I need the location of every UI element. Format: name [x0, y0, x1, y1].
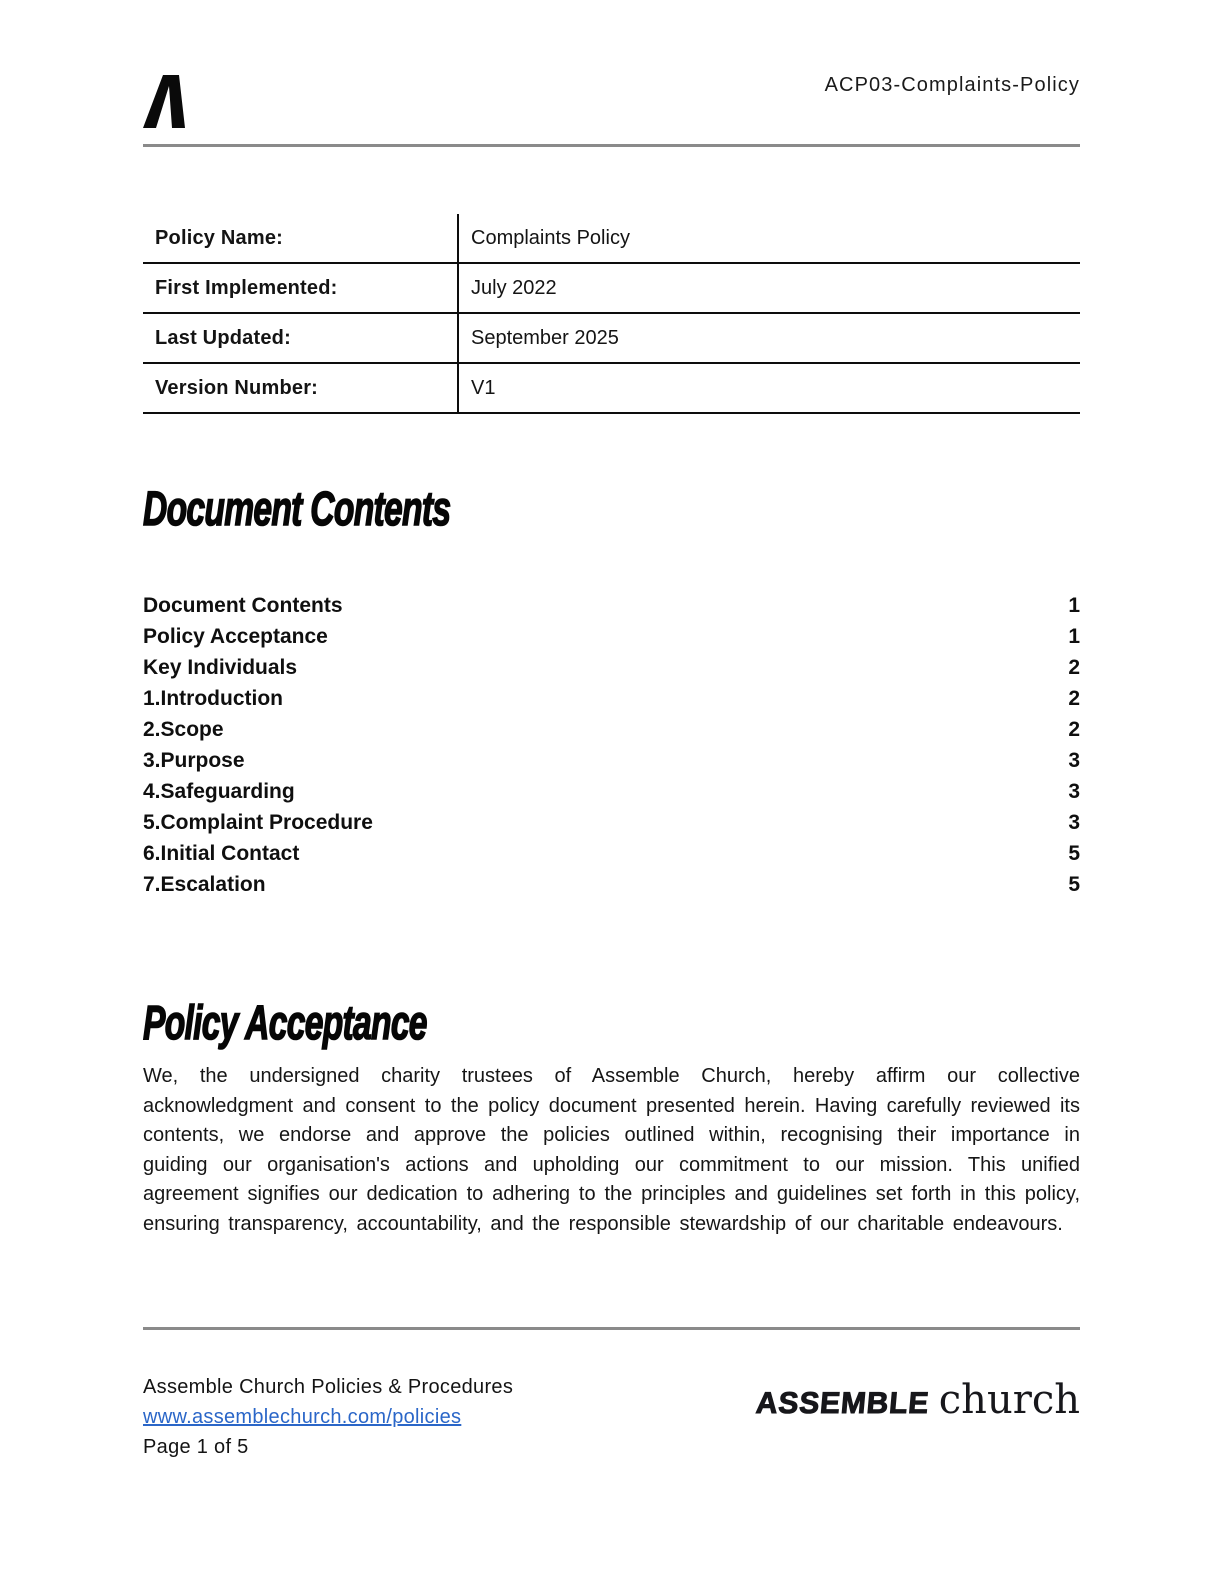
- toc-entry-label: Key Individuals: [143, 656, 298, 679]
- meta-label: Version Number:: [143, 363, 458, 413]
- meta-label: First Implemented:: [143, 263, 458, 313]
- table-row: [143, 363, 1080, 413]
- toc-entry-page: 2: [1068, 687, 1080, 710]
- toc-entry-page: 3: [1068, 811, 1080, 834]
- logo-wordmark-assemble: ASSEMBLE: [754, 1387, 931, 1420]
- toc-entry-page: 1: [1068, 625, 1080, 648]
- toc-entry-label: 3.Purpose: [143, 749, 245, 772]
- meta-value: Complaints Policy: [458, 214, 1080, 263]
- footer-org-line: Assemble Church Policies & Procedures: [143, 1376, 514, 1398]
- section-heading-document-contents: Document Contents: [143, 483, 451, 536]
- table-row: [143, 263, 1080, 313]
- toc-entry-page: 1: [1068, 594, 1080, 617]
- toc-entry-label: 5.Complaint Procedure: [143, 811, 373, 834]
- meta-value: September 2025: [458, 313, 1080, 363]
- toc-entry: [143, 652, 1080, 683]
- toc-entry: [143, 590, 1080, 621]
- footer-policies-link[interactable]: www.assemblechurch.com/policies: [143, 1406, 462, 1428]
- header-divider: [143, 144, 1080, 147]
- footer-divider: [143, 1327, 1080, 1330]
- page-header: [143, 75, 1080, 128]
- toc-entry-label: 7.Escalation: [143, 873, 266, 896]
- toc-entry-page: 5: [1068, 873, 1080, 896]
- toc-entry: [143, 776, 1080, 807]
- toc-entry-label: 6.Initial Contact: [143, 842, 300, 865]
- toc-entry: [143, 714, 1080, 745]
- toc-entry-label: Document Contents: [143, 594, 343, 617]
- toc-entry-page: 2: [1068, 656, 1080, 679]
- toc-entry-page: 3: [1068, 780, 1080, 803]
- assemble-church-logo: [754, 1377, 1080, 1423]
- meta-label: Last Updated:: [143, 313, 458, 363]
- toc-entry: [143, 869, 1080, 900]
- section-heading-policy-acceptance: Policy Acceptance: [143, 997, 427, 1050]
- toc-entry-label: 2.Scope: [143, 718, 224, 741]
- policy-acceptance-paragraph: We, the undersigned charity trustees of Assemble Church, hereby affirm our collective acknowledgment and consent to the policy document presented herein. Having carefully reviewed its contents, we endorse and approve the policies outlined within, recognising their importance in guiding our organisation's actions and upholding our commitment to our mission. This unified agreement signifies our dedication to adhering to the principles and guidelines set forth in this policy, ensuring transparency, accountability, and the responsible stewardship of our charitable endeavours.: [143, 1065, 1080, 1235]
- toc-entry-page: 5: [1068, 842, 1080, 865]
- document-code: ACP03-Complaints-Policy: [824, 74, 1080, 96]
- toc-entry-label: 4.Safeguarding: [143, 780, 295, 803]
- footer-text-block: [143, 1372, 513, 1462]
- toc-entry: [143, 745, 1080, 776]
- toc-entry-page: 2: [1068, 718, 1080, 741]
- toc-entry-label: Policy Acceptance: [143, 625, 328, 648]
- meta-value: July 2022: [458, 263, 1080, 313]
- toc-entry-label: 1.Introduction: [143, 687, 283, 710]
- toc-entry: [143, 838, 1080, 869]
- toc-entry-page: 3: [1068, 749, 1080, 772]
- footer-page-info: Page 1 of 5: [143, 1436, 249, 1458]
- table-row: [143, 214, 1080, 263]
- table-of-contents: [143, 590, 1080, 900]
- logo-wordmark-church: church: [938, 1377, 1080, 1423]
- toc-entry: [143, 621, 1080, 652]
- table-row: [143, 313, 1080, 363]
- meta-label: Policy Name:: [143, 214, 458, 263]
- page-footer: [143, 1372, 1080, 1462]
- policy-meta-table: [143, 214, 1080, 414]
- toc-entry: [143, 683, 1080, 714]
- meta-value: V1: [458, 363, 1080, 413]
- toc-entry: [143, 807, 1080, 838]
- assemble-lambda-logo-icon: [143, 75, 185, 128]
